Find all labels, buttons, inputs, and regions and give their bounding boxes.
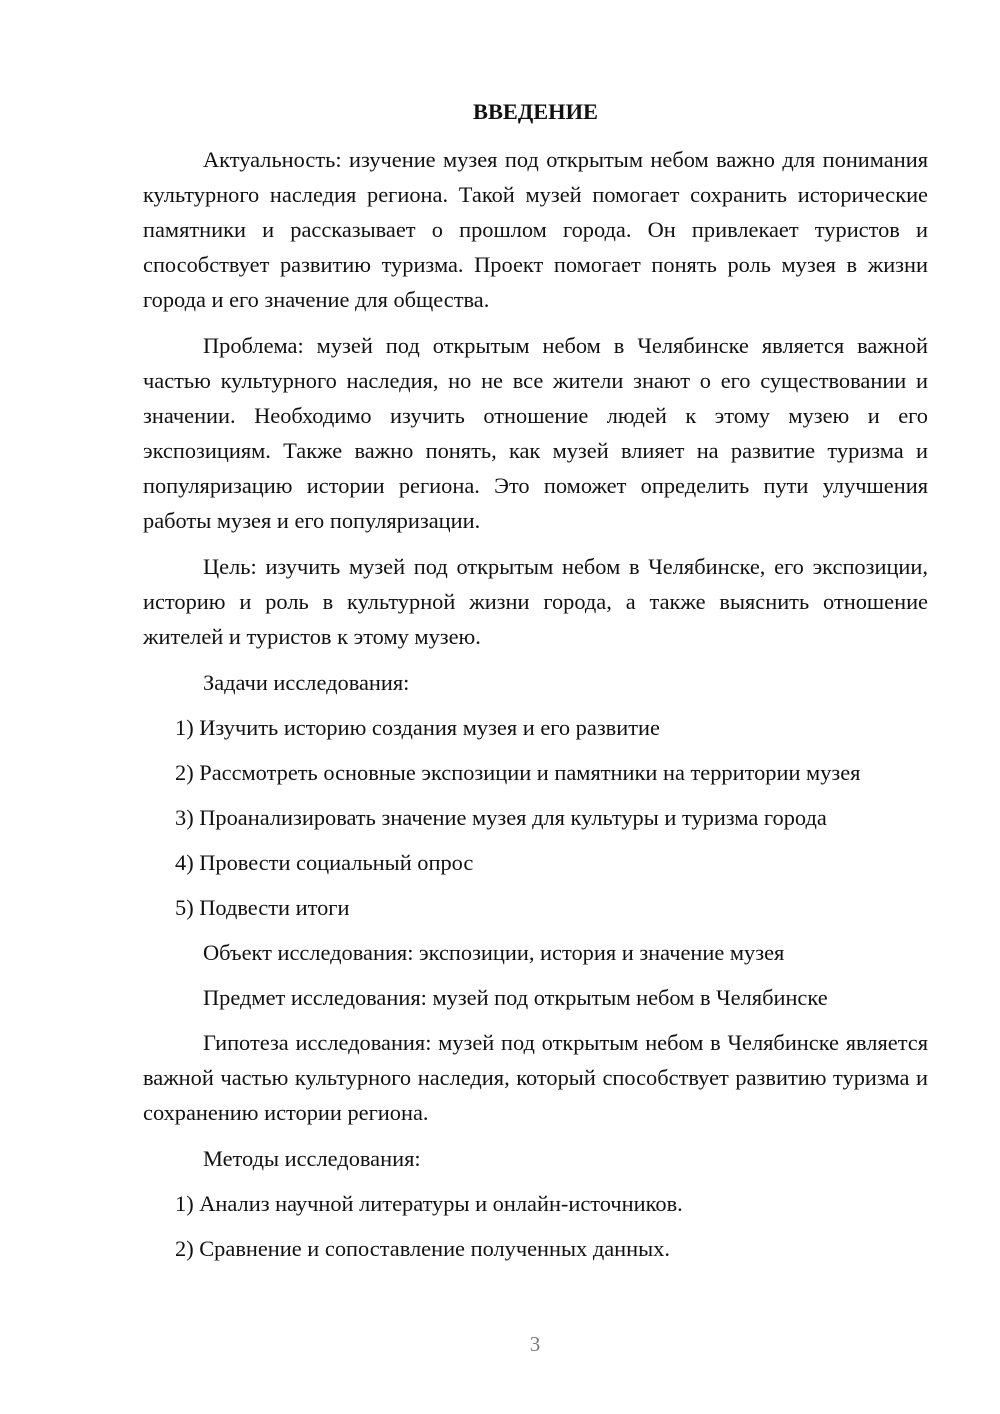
tasks-heading: Задачи исследования: [203, 670, 410, 695]
section-title: ВВЕДЕНИЕ [473, 99, 598, 124]
task-item-4: 4) Провести социальный опрос [175, 850, 474, 875]
task-item-1: 1) Изучить историю создания музея и его развитие [175, 715, 660, 740]
goal-paragraph: Цель: изучить музей под открытым небом в Челябинске, его экспозиции, историю и роль в культурной жизни города, а также выяснить отношение жителей и туристов к этому музею. [143, 554, 928, 649]
task-item-5: 5) Подвести итоги [175, 895, 350, 920]
methods-heading: Методы исследования: [203, 1146, 421, 1171]
method-item-2: 2) Сравнение и сопоставление полученных данных. [175, 1236, 670, 1261]
page-content [143, 94, 928, 1276]
method-item-1: 1) Анализ научной литературы и онлайн-источников. [175, 1191, 683, 1216]
relevance-paragraph: Актуальность: изучение музея под открытым небом важно для понимания культурного наследия региона. Такой музей помогает сохранить исторические памятники и рассказывает о прошлом города. Он привлекает туристов и способствует развитию туризма. Проект помогает понять роль музея в жизни города и его значение для общества. [143, 147, 928, 312]
research-object: Объект исследования: экспозиции, история и значение музея [203, 940, 785, 965]
task-item-3: 3) Проанализировать значение музея для культуры и туризма города [175, 805, 827, 830]
research-subject: Предмет исследования: музей под открытым небом в Челябинске [203, 985, 828, 1010]
problem-paragraph: Проблема: музей под открытым небом в Челябинске является важной частью культурного наследия, но не все жители знают о его существовании и значении. Необходимо изучить отношение людей к этому музею и его экспозициям. Также важно понять, как музей влияет на развитие туризма и популяризацию истории региона. Это поможет определить пути улучшения работы музея и его популяризации. [143, 333, 928, 533]
hypothesis-paragraph: Гипотеза исследования: музей под открытым небом в Челябинске является важной частью культурного наследия, который способствует развитию туризма и сохранению истории региона. [143, 1030, 928, 1125]
task-item-2: 2) Рассмотреть основные экспозиции и памятники на территории музея [175, 760, 861, 785]
page-number: 3 [529, 1332, 541, 1356]
